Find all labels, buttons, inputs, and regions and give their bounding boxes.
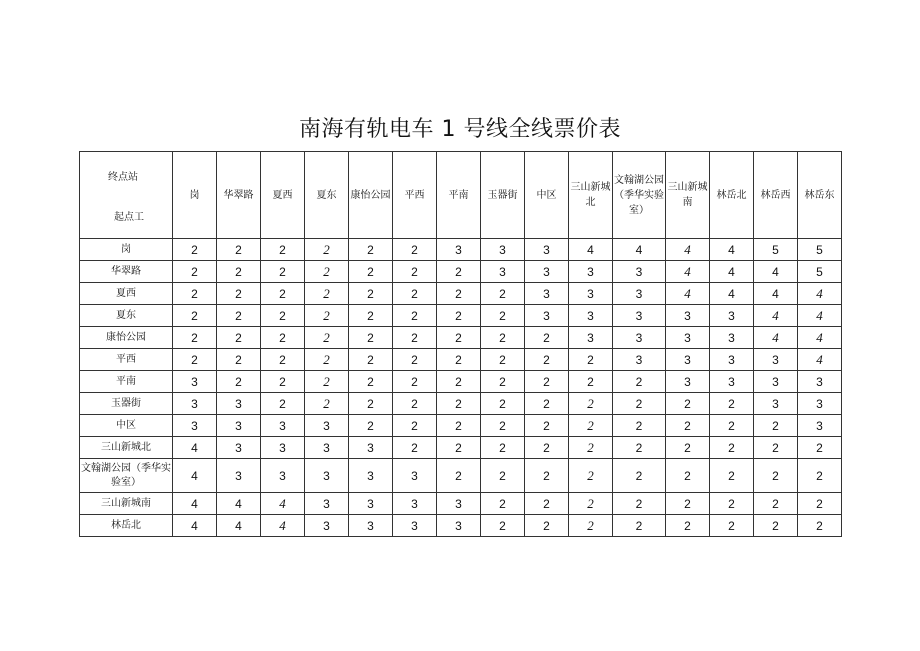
fare-cell: 3 (217, 437, 261, 459)
fare-cell: 3 (437, 239, 481, 261)
fare-cell: 2 (305, 261, 349, 283)
fare-cell: 2 (393, 415, 437, 437)
fare-cell: 2 (481, 493, 525, 515)
fare-cell: 3 (261, 459, 305, 493)
row-label: 中区 (80, 415, 173, 437)
fare-cell: 2 (393, 327, 437, 349)
row-label: 三山新城北 (80, 437, 173, 459)
fare-cell: 2 (217, 371, 261, 393)
column-header: 夏西 (261, 152, 305, 239)
fare-cell: 2 (437, 371, 481, 393)
fare-cell: 2 (261, 371, 305, 393)
fare-cell: 2 (437, 459, 481, 493)
fare-cell: 3 (569, 327, 613, 349)
fare-cell: 2 (217, 261, 261, 283)
fare-cell: 2 (569, 371, 613, 393)
fare-cell: 2 (525, 371, 569, 393)
fare-cell: 2 (217, 349, 261, 371)
fare-cell: 2 (393, 261, 437, 283)
column-header: 夏东 (305, 152, 349, 239)
fare-cell: 5 (798, 239, 842, 261)
fare-cell: 3 (710, 305, 754, 327)
fare-cell: 2 (349, 327, 393, 349)
fare-cell: 2 (393, 239, 437, 261)
fare-cell: 2 (305, 305, 349, 327)
fare-cell: 4 (798, 283, 842, 305)
fare-cell: 2 (481, 327, 525, 349)
row-label: 华翠路 (80, 261, 173, 283)
table-row (80, 283, 842, 305)
fare-cell: 4 (710, 261, 754, 283)
fare-cell: 2 (569, 415, 613, 437)
row-label: 夏东 (80, 305, 173, 327)
fare-cell: 2 (437, 415, 481, 437)
fare-cell: 3 (393, 493, 437, 515)
fare-cell: 5 (798, 261, 842, 283)
fare-cell: 4 (754, 283, 798, 305)
fare-cell: 3 (437, 515, 481, 537)
column-header: 岗 (173, 152, 217, 239)
fare-cell: 2 (710, 515, 754, 537)
fare-cell: 3 (754, 349, 798, 371)
fare-cell: 2 (261, 239, 305, 261)
fare-cell: 2 (261, 261, 305, 283)
fare-cell: 3 (217, 415, 261, 437)
fare-cell: 2 (613, 371, 666, 393)
fare-cell: 2 (261, 283, 305, 305)
fare-cell: 3 (569, 283, 613, 305)
fare-cell: 2 (349, 305, 393, 327)
fare-cell: 2 (305, 349, 349, 371)
fare-cell: 2 (261, 305, 305, 327)
fare-cell: 3 (437, 493, 481, 515)
fare-cell: 2 (261, 349, 305, 371)
fare-cell: 4 (798, 305, 842, 327)
column-header: 平西 (393, 152, 437, 239)
fare-cell: 4 (173, 437, 217, 459)
fare-cell: 2 (525, 493, 569, 515)
fare-cell: 2 (393, 305, 437, 327)
fare-cell: 2 (393, 437, 437, 459)
fare-cell: 2 (798, 493, 842, 515)
fare-cell: 2 (569, 437, 613, 459)
fare-cell: 2 (217, 305, 261, 327)
fare-cell: 2 (349, 349, 393, 371)
fare-cell: 2 (261, 327, 305, 349)
fare-cell: 2 (305, 371, 349, 393)
fare-cell: 2 (173, 305, 217, 327)
table-row (80, 349, 842, 371)
fare-cell: 2 (754, 459, 798, 493)
fare-cell: 2 (710, 393, 754, 415)
fare-cell: 2 (437, 327, 481, 349)
fare-cell: 2 (217, 283, 261, 305)
fare-cell: 2 (666, 459, 710, 493)
fare-cell: 5 (754, 239, 798, 261)
row-label: 三山新城南 (80, 493, 173, 515)
fare-cell: 3 (613, 261, 666, 283)
fare-cell: 3 (481, 239, 525, 261)
fare-cell: 2 (754, 415, 798, 437)
fare-cell: 2 (437, 393, 481, 415)
fare-cell: 2 (437, 437, 481, 459)
fare-cell: 2 (525, 437, 569, 459)
fare-cell: 3 (613, 283, 666, 305)
fare-cell: 4 (261, 493, 305, 515)
fare-cell: 2 (481, 437, 525, 459)
fare-cell: 3 (754, 371, 798, 393)
fare-cell: 3 (305, 493, 349, 515)
fare-cell: 2 (173, 239, 217, 261)
fare-cell: 2 (481, 415, 525, 437)
column-header: 林岳东 (798, 152, 842, 239)
table-row (80, 515, 842, 537)
fare-cell: 3 (666, 349, 710, 371)
fare-cell: 2 (305, 283, 349, 305)
column-header: 林岳北 (710, 152, 754, 239)
fare-cell: 2 (569, 349, 613, 371)
fare-cell: 2 (481, 283, 525, 305)
fare-cell: 2 (261, 393, 305, 415)
fare-cell: 2 (666, 437, 710, 459)
column-header: 玉器街 (481, 152, 525, 239)
fare-cell: 2 (349, 239, 393, 261)
fare-cell: 2 (437, 349, 481, 371)
fare-cell: 2 (754, 437, 798, 459)
fare-cell: 3 (569, 305, 613, 327)
fare-cell: 2 (217, 327, 261, 349)
row-label: 林岳北 (80, 515, 173, 537)
row-label: 玉器街 (80, 393, 173, 415)
fare-cell: 2 (569, 493, 613, 515)
fare-cell: 2 (349, 415, 393, 437)
fare-cell: 4 (261, 515, 305, 537)
fare-cell: 2 (754, 493, 798, 515)
fare-cell: 4 (569, 239, 613, 261)
fare-cell: 2 (569, 515, 613, 537)
fare-cell: 3 (613, 349, 666, 371)
page-title: 南海有轨电车 1 号线全线票价表 (299, 117, 621, 142)
fare-cell: 2 (305, 393, 349, 415)
column-header: 康怡公园 (349, 152, 393, 239)
fare-table (79, 151, 842, 537)
fare-cell: 3 (173, 393, 217, 415)
fare-cell: 4 (798, 327, 842, 349)
fare-cell: 3 (349, 459, 393, 493)
fare-cell: 2 (525, 515, 569, 537)
fare-cell: 4 (173, 515, 217, 537)
fare-cell: 2 (613, 437, 666, 459)
fare-cell: 2 (481, 305, 525, 327)
fare-cell: 3 (613, 305, 666, 327)
fare-cell: 2 (481, 371, 525, 393)
fare-cell: 4 (710, 239, 754, 261)
column-header: 文翰湖公园（季华实验室） (613, 152, 666, 239)
fare-cell: 2 (349, 371, 393, 393)
fare-cell: 3 (261, 437, 305, 459)
row-label: 平西 (80, 349, 173, 371)
fare-cell: 4 (666, 283, 710, 305)
fare-cell: 3 (710, 371, 754, 393)
table-row (80, 327, 842, 349)
fare-cell: 2 (525, 327, 569, 349)
fare-cell: 3 (305, 515, 349, 537)
column-header: 华翠路 (217, 152, 261, 239)
table-row (80, 261, 842, 283)
fare-cell: 4 (754, 261, 798, 283)
fare-cell: 4 (217, 515, 261, 537)
fare-cell: 3 (754, 393, 798, 415)
table-row (80, 459, 842, 493)
fare-cell: 2 (393, 283, 437, 305)
column-header: 平南 (437, 152, 481, 239)
fare-cell: 4 (754, 327, 798, 349)
row-label: 岗 (80, 239, 173, 261)
fare-cell: 2 (710, 493, 754, 515)
fare-cell: 2 (710, 459, 754, 493)
fare-cell: 4 (666, 239, 710, 261)
fare-cell: 3 (261, 415, 305, 437)
fare-cell: 3 (569, 261, 613, 283)
fare-cell: 2 (349, 393, 393, 415)
fare-cell: 2 (481, 515, 525, 537)
fare-cell: 2 (393, 349, 437, 371)
fare-cell: 2 (437, 261, 481, 283)
fare-cell: 4 (217, 493, 261, 515)
column-header: 中区 (525, 152, 569, 239)
fare-cell: 2 (437, 305, 481, 327)
column-header: 三山新城南 (666, 152, 710, 239)
fare-cell: 2 (305, 239, 349, 261)
fare-cell: 2 (173, 261, 217, 283)
fare-cell: 3 (525, 283, 569, 305)
fare-cell: 3 (349, 493, 393, 515)
fare-cell: 2 (437, 283, 481, 305)
row-label: 夏西 (80, 283, 173, 305)
fare-cell: 2 (613, 459, 666, 493)
fare-cell: 2 (481, 459, 525, 493)
fare-cell: 3 (666, 371, 710, 393)
fare-cell: 2 (666, 415, 710, 437)
fare-cell: 4 (173, 459, 217, 493)
row-label: 文翰湖公园（季华实验室） (80, 459, 173, 493)
fare-cell: 2 (569, 393, 613, 415)
table-row (80, 239, 842, 261)
fare-cell: 3 (710, 349, 754, 371)
table-row (80, 371, 842, 393)
fare-cell: 3 (525, 305, 569, 327)
fare-cell: 2 (798, 459, 842, 493)
fare-cell: 2 (481, 349, 525, 371)
fare-cell: 3 (525, 239, 569, 261)
fare-cell: 2 (305, 327, 349, 349)
fare-cell: 3 (393, 459, 437, 493)
fare-cell: 4 (173, 493, 217, 515)
fare-cell: 2 (481, 393, 525, 415)
table-row (80, 393, 842, 415)
fare-cell: 2 (525, 393, 569, 415)
fare-cell: 3 (525, 261, 569, 283)
table-row (80, 305, 842, 327)
row-label: 康怡公园 (80, 327, 173, 349)
fare-cell: 4 (710, 283, 754, 305)
fare-cell: 2 (613, 493, 666, 515)
fare-cell: 2 (798, 515, 842, 537)
fare-cell: 2 (710, 437, 754, 459)
fare-cell: 2 (525, 415, 569, 437)
fare-cell: 3 (173, 371, 217, 393)
fare-cell: 2 (666, 515, 710, 537)
fare-cell: 3 (710, 327, 754, 349)
fare-cell: 2 (569, 459, 613, 493)
fare-cell: 4 (798, 349, 842, 371)
table-row (80, 415, 842, 437)
fare-cell: 3 (798, 371, 842, 393)
fare-cell: 2 (173, 349, 217, 371)
fare-cell: 2 (393, 371, 437, 393)
fare-cell: 3 (798, 393, 842, 415)
fare-cell: 2 (666, 393, 710, 415)
fare-cell: 3 (305, 437, 349, 459)
fare-cell: 4 (754, 305, 798, 327)
fare-cell: 4 (666, 261, 710, 283)
fare-cell: 3 (393, 515, 437, 537)
fare-cell: 3 (349, 437, 393, 459)
table-row (80, 493, 842, 515)
fare-cell: 2 (349, 261, 393, 283)
fare-cell: 3 (305, 415, 349, 437)
table-row (80, 437, 842, 459)
fare-cell: 2 (710, 415, 754, 437)
fare-cell: 2 (525, 349, 569, 371)
fare-cell: 3 (798, 415, 842, 437)
fare-cell: 2 (666, 493, 710, 515)
fare-cell: 3 (349, 515, 393, 537)
fare-cell: 3 (613, 327, 666, 349)
fare-cell: 3 (666, 327, 710, 349)
corner-cell (80, 152, 173, 239)
fare-cell: 3 (173, 415, 217, 437)
fare-cell: 2 (393, 393, 437, 415)
fare-cell: 3 (217, 459, 261, 493)
fare-cell: 2 (349, 283, 393, 305)
fare-cell: 2 (798, 437, 842, 459)
fare-cell: 2 (613, 515, 666, 537)
fare-cell: 3 (481, 261, 525, 283)
fare-cell: 2 (613, 393, 666, 415)
fare-cell: 3 (217, 393, 261, 415)
fare-cell: 4 (613, 239, 666, 261)
corner-origin-label: 起点工 (114, 212, 144, 223)
fare-cell: 2 (613, 415, 666, 437)
column-header: 林岳西 (754, 152, 798, 239)
fare-cell: 2 (217, 239, 261, 261)
fare-cell: 2 (173, 283, 217, 305)
column-header: 三山新城北 (569, 152, 613, 239)
fare-cell: 3 (305, 459, 349, 493)
fare-cell: 2 (525, 459, 569, 493)
row-label: 平南 (80, 371, 173, 393)
fare-cell: 2 (173, 327, 217, 349)
corner-destination-label: 终点站 (108, 172, 138, 183)
fare-cell: 2 (754, 515, 798, 537)
fare-cell: 3 (666, 305, 710, 327)
